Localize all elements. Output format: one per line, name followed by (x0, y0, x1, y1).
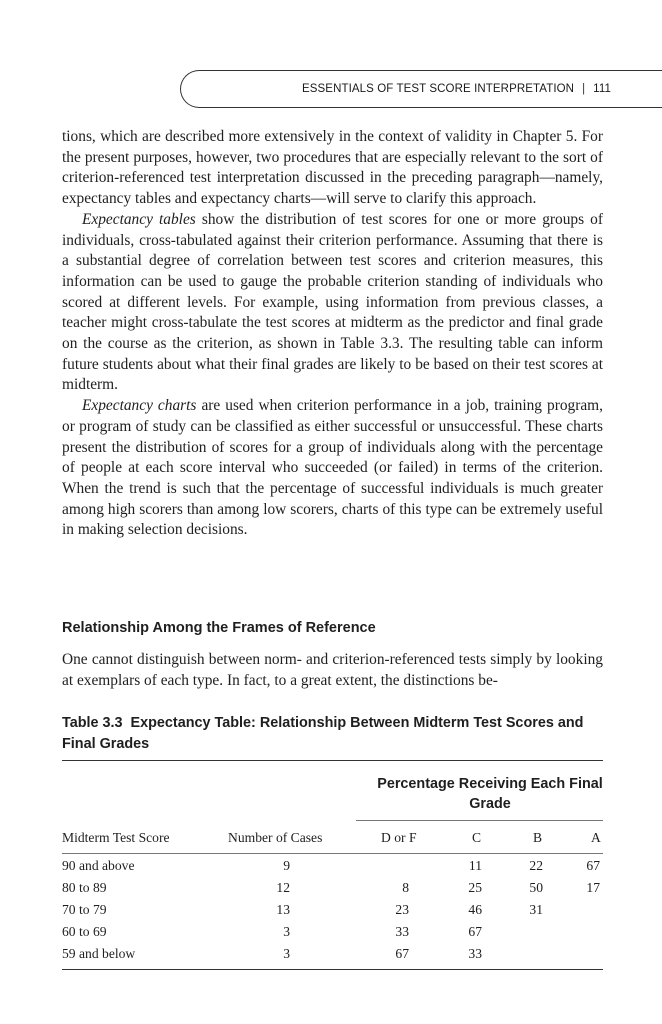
paragraph-2-text: show the distribution of test scores for one or more groups of individuals, cross-tabulated against their criterion performance. Assuming that there is a substantial degree of correlation between test scores and criterion measures, this information can be used to gauge the probable criterion standing of individuals who scored at different levels. For example, using information from previous classes, a teacher might cross-tabulate the test scores at midterm as the predictor and final grade on the course as the criterion, as shown in Table 3.3. The resulting table can inform future students about what their final grades are likely to be based on their test scores at midterm. (62, 210, 603, 394)
running-head-separator: | (582, 83, 586, 95)
table-caption-text: Expectancy Table: Relationship Between Midterm Test Scores and Final Grades (62, 715, 584, 752)
running-head (302, 83, 622, 95)
cell-cases: 9 (283, 858, 290, 873)
cell-b: 50 (529, 880, 543, 895)
column-header-a: A (591, 830, 601, 845)
table-group-rule (356, 820, 603, 821)
table-row (0, 944, 662, 966)
cell-score: 90 and above (62, 858, 135, 873)
cell-c: 67 (468, 924, 482, 939)
paragraph-3 (62, 396, 603, 541)
column-header-c: C (472, 830, 482, 845)
cell-d-or-f: 8 (402, 880, 409, 895)
cell-cases: 12 (276, 880, 290, 895)
column-header-b: B (533, 830, 543, 845)
cell-cases: 3 (283, 924, 290, 939)
page-number: 111 (593, 83, 611, 95)
cell-b: 31 (529, 902, 543, 917)
column-header-cases: Number of Cases (228, 830, 323, 845)
table-row (0, 878, 662, 900)
paragraph-4: One cannot distinguish between norm- and criterion-referenced tests simply by looking at exemplars of each type. In fact, to a great extent, the distinctions be- (62, 651, 603, 689)
table-header-rule (62, 853, 603, 854)
section-heading: Relationship Among the Frames of Reference (62, 620, 376, 636)
cell-a: 17 (586, 880, 600, 895)
cell-c: 11 (468, 858, 482, 873)
cell-a: 67 (586, 858, 600, 873)
table-row (0, 900, 662, 922)
cell-cases: 3 (283, 946, 290, 961)
cell-score: 70 to 79 (62, 902, 107, 917)
table-caption-label: Table 3.3 (62, 715, 123, 731)
paragraph-3-text: are used when criterion performance in a job, training program, or program of study can be classified as either successful or unsuccessful. These charts present the distribution of scores for a group of individuals along with the percentage of people at each score interval who succeeded (or failed) in terms of the criterion. When the trend is such that the percentage of successful individuals is much greater among high scorers than among low scorers, charts of this type can be extremely useful in making selection decisions. (62, 397, 603, 539)
cell-score: 59 and below (62, 946, 136, 961)
paragraph-2 (62, 210, 603, 396)
cell-c: 25 (468, 880, 482, 895)
body-text-lower (62, 650, 603, 691)
table-caption (62, 713, 603, 755)
cell-d-or-f: 67 (395, 946, 409, 961)
cell-d-or-f: 33 (395, 924, 409, 939)
table-bottom-rule (62, 969, 603, 970)
cell-c: 46 (468, 902, 482, 917)
cell-score: 80 to 89 (62, 880, 107, 895)
body-text-upper (62, 127, 603, 541)
table-top-rule (62, 760, 603, 761)
table-group-header: Percentage Receiving Each Final Grade (377, 776, 603, 812)
table-row (0, 922, 662, 944)
cell-c: 33 (468, 946, 482, 961)
paragraph-2-term: Expectancy tables (82, 210, 196, 228)
running-title: ESSENTIALS OF TEST SCORE INTERPRETATION (302, 83, 575, 95)
paragraph-1: tions, which are described more extensively in the context of validity in Chapter 5. For the present purposes, however, two procedures that are especially relevant to the sort of criterion-referenced test interpretation discussed in the preceding paragraph—namely, expectancy tables and expectancy charts—will serve to clarify this approach. (62, 128, 603, 208)
cell-score: 60 to 69 (62, 924, 107, 939)
cell-b: 22 (529, 858, 543, 873)
column-header-score: Midterm Test Score (62, 830, 170, 845)
cell-d-or-f: 23 (395, 902, 409, 917)
cell-cases: 13 (276, 902, 290, 917)
paragraph-3-term: Expectancy charts (82, 397, 197, 415)
table-row (0, 856, 662, 878)
column-header-d-or-f: D or F (381, 830, 417, 845)
